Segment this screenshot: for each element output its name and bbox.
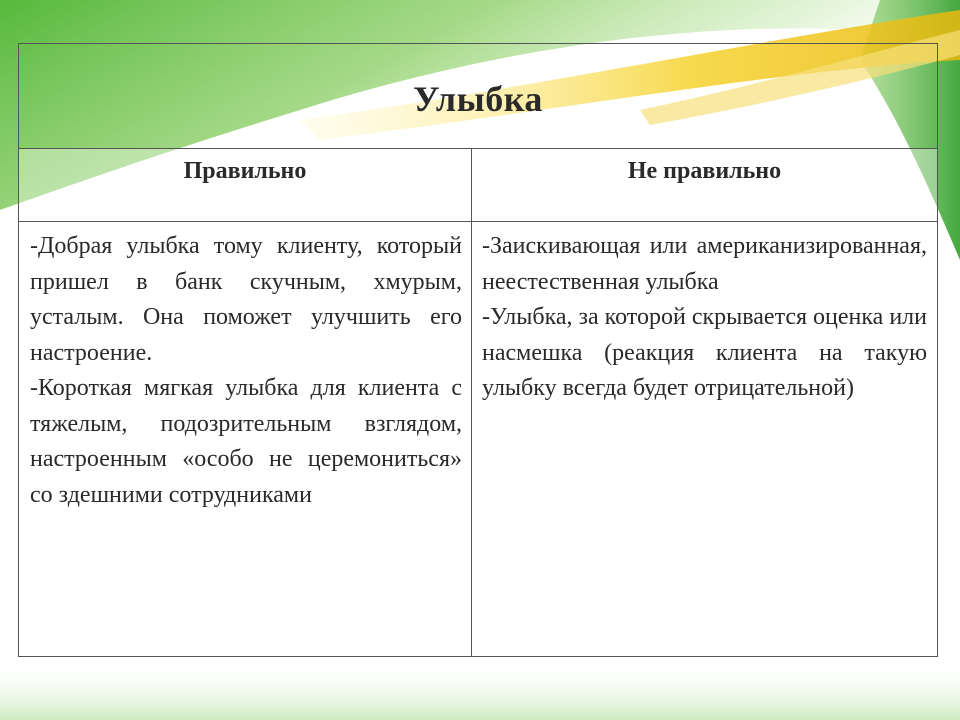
table-title-cell [19,44,938,149]
header-incorrect [472,149,938,222]
correct-content-cell [19,222,472,657]
correct-paragraph: -Короткая мягкая улыбка для клиента с тяжелым, подозрительным взглядом, настроенным «особо не церемониться» со здешними сотрудниками [30,375,462,508]
header-incorrect-label: Не правильно [627,158,782,184]
header-correct-label: Правильно [183,158,307,184]
header-correct [19,149,472,222]
incorrect-content-cell [472,222,938,657]
incorrect-paragraph: -Улыбка, за которой скрывается оценка или насмешка (реакция клиента на такую улыбку всегда будет отрицательной) [482,304,927,401]
slide-title: Улыбка [413,79,543,119]
correct-paragraph: -Добрая улыбка тому клиенту, который пришел в банк скучным, хмурым, усталым. Она поможет улучшить его настроение. [30,233,462,366]
incorrect-paragraph: -Заискивающая или американизированная, неестественная улыбка [482,233,927,295]
comparison-table [18,43,938,657]
